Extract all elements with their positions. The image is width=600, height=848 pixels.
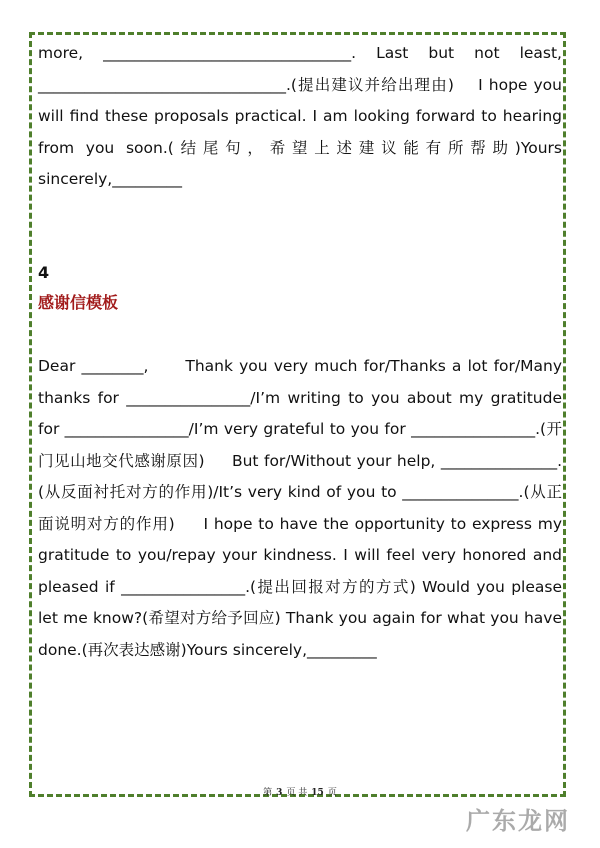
site-watermark: 广东龙网: [466, 807, 570, 835]
thank-you-letter-template-paragraph: Dear ________, Thank you very much for/Thanks a lot for/Many thanks for ________________/I’m writing to you about my gratitude for ________________/I’m very grateful to you for ________________.(开门见山地交代感谢原因) But for/Without your help, _______________.(从反面衬托对方的作用)/It’s very kind of you to _______________.(从正面说明对方的作用) I hope to have the opportunity to express my gratitude to you/repay your kindness. I will feel very honored and pleased if ________________.(提出回报对方的方式) Would you please let me know?(希望对方给予回应) Thank you again for what you have done.(再次表达感谢)Yours sincerely,_________: [38, 357, 562, 659]
page-footer: [0, 785, 600, 798]
footer-suffix: 页: [327, 788, 337, 798]
advice-letter-closing-paragraph: more, ________________________________. Last but not least, ________________________________.(提出建议并给出理由) I hope you will find these proposals practical. I am looking forward to hearing from you soon.(结尾句，希望上述建议能有所帮助)Yours sincerely,_________: [38, 44, 562, 188]
footer-mid: 页 共: [286, 788, 308, 798]
section-number: 4: [38, 263, 50, 282]
body-section-1: [38, 38, 562, 196]
footer-total-pages: 15: [311, 788, 324, 798]
section-title: 感谢信模板: [38, 293, 119, 312]
footer-prefix: 第: [263, 788, 273, 798]
footer-current-page: 3: [276, 788, 283, 798]
body-section-2: [38, 351, 562, 666]
